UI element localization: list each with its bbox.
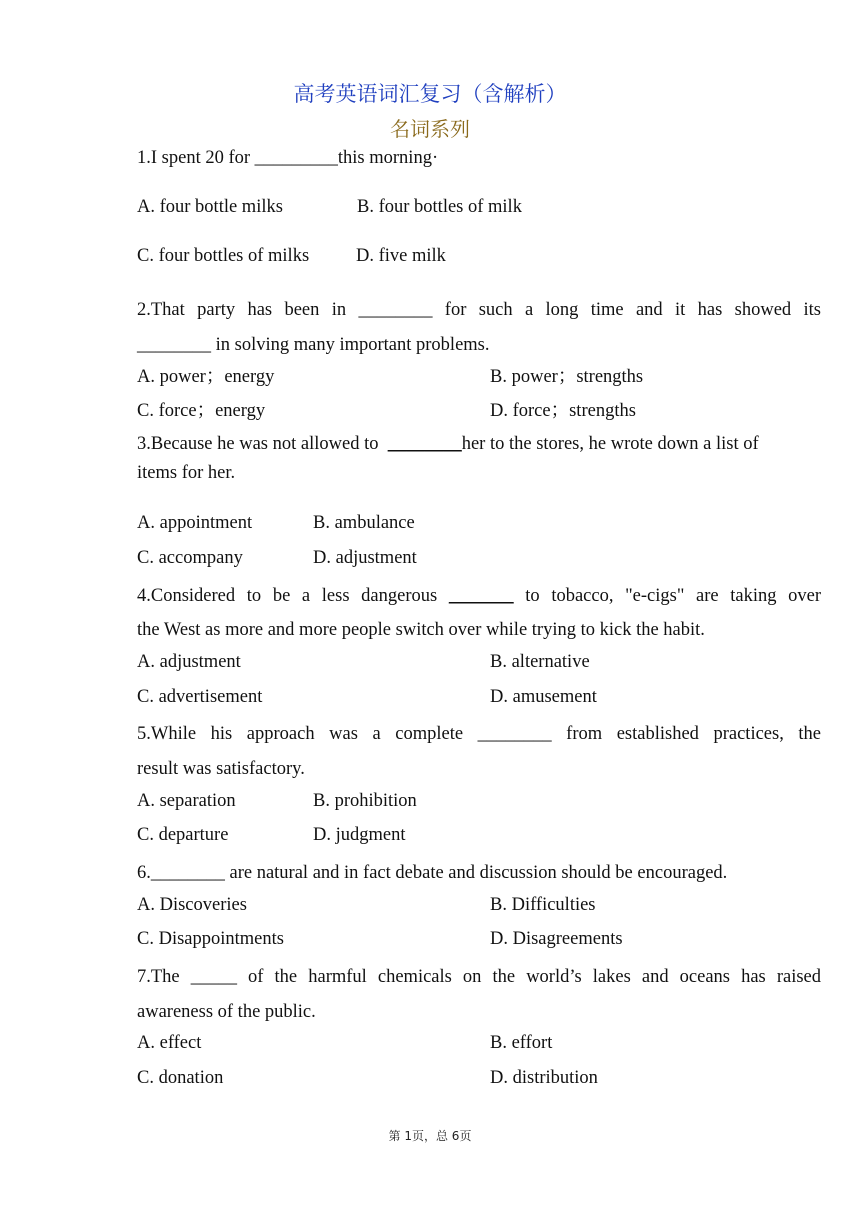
question-stem-continued: awareness of the public. xyxy=(137,1002,316,1022)
option-d: D. distribution xyxy=(490,1068,598,1088)
question-stem: 5.While his approach was a complete ________ from established practices, the xyxy=(137,724,821,744)
option-d: D. Disagreements xyxy=(490,929,623,949)
option-d: D. force；strengths xyxy=(490,401,636,421)
document-subtitle: 名词系列 xyxy=(390,117,470,141)
option-a: A. Discoveries xyxy=(137,895,247,915)
question-stem xyxy=(137,584,821,608)
question-stem-continued: the West as more and more people switch over while trying to kick the habit. xyxy=(137,620,705,640)
option-a: A. separation xyxy=(137,791,236,811)
stem-part: 4.Considered to be a less dangerous xyxy=(137,586,438,606)
question-stem: 7.The _____ of the harmful chemicals on the world’s lakes and oceans has raised xyxy=(137,967,821,987)
option-a: A. effect xyxy=(137,1033,202,1053)
question-stem: 6.________ are natural and in fact debate and discussion should be encouraged. xyxy=(137,863,728,883)
question-stem: 1.I spent 20 for _________this morning· xyxy=(137,148,439,168)
option-a: A. adjustment xyxy=(137,652,241,672)
document-title: 高考英语词汇复习（含解析） xyxy=(293,82,567,106)
question-stem xyxy=(137,432,821,456)
option-b: B. four bottles of milk xyxy=(357,197,522,217)
option-d: D. amusement xyxy=(490,687,597,707)
option-b: B. Difficulties xyxy=(490,895,596,915)
stem-part: her to the stores, he wrote down a list of xyxy=(461,434,759,454)
answer-blank: _______ xyxy=(448,586,514,606)
option-d: D. adjustment xyxy=(313,548,417,568)
page-footer: 第 1页，总 6页 xyxy=(388,1129,472,1143)
option-b: B. ambulance xyxy=(313,513,415,533)
question-stem: 2.That party has been in ________ for such a long time and it has showed its xyxy=(137,300,821,320)
option-d: D. judgment xyxy=(313,825,406,845)
option-b: B. prohibition xyxy=(313,791,417,811)
option-a: A. power；energy xyxy=(137,367,275,387)
stem-part: to tobacco, "e-cigs" are taking over xyxy=(525,586,822,606)
option-a: A. appointment xyxy=(137,513,253,533)
question-stem-continued: result was satisfactory. xyxy=(137,759,305,779)
question-stem-continued: ________ in solving many important problems. xyxy=(137,335,490,355)
answer-blank: ________ xyxy=(387,434,462,454)
option-c: C. donation xyxy=(137,1068,224,1088)
option-b: B. power；strengths xyxy=(490,367,644,387)
option-c: C. departure xyxy=(137,825,229,845)
option-b: B. effort xyxy=(490,1033,553,1053)
option-c: C. Disappointments xyxy=(137,929,284,949)
stem-part: 3.Because he was not allowed to xyxy=(137,434,379,454)
option-a: A. four bottle milks xyxy=(137,197,283,217)
option-d: D. five milk xyxy=(356,246,446,266)
option-c: C. force；energy xyxy=(137,401,266,421)
option-c: C. four bottles of milks xyxy=(137,246,310,266)
question-stem-continued: items for her. xyxy=(137,463,236,483)
option-c: C. accompany xyxy=(137,548,243,568)
option-b: B. alternative xyxy=(490,652,590,672)
option-c: C. advertisement xyxy=(137,687,263,707)
